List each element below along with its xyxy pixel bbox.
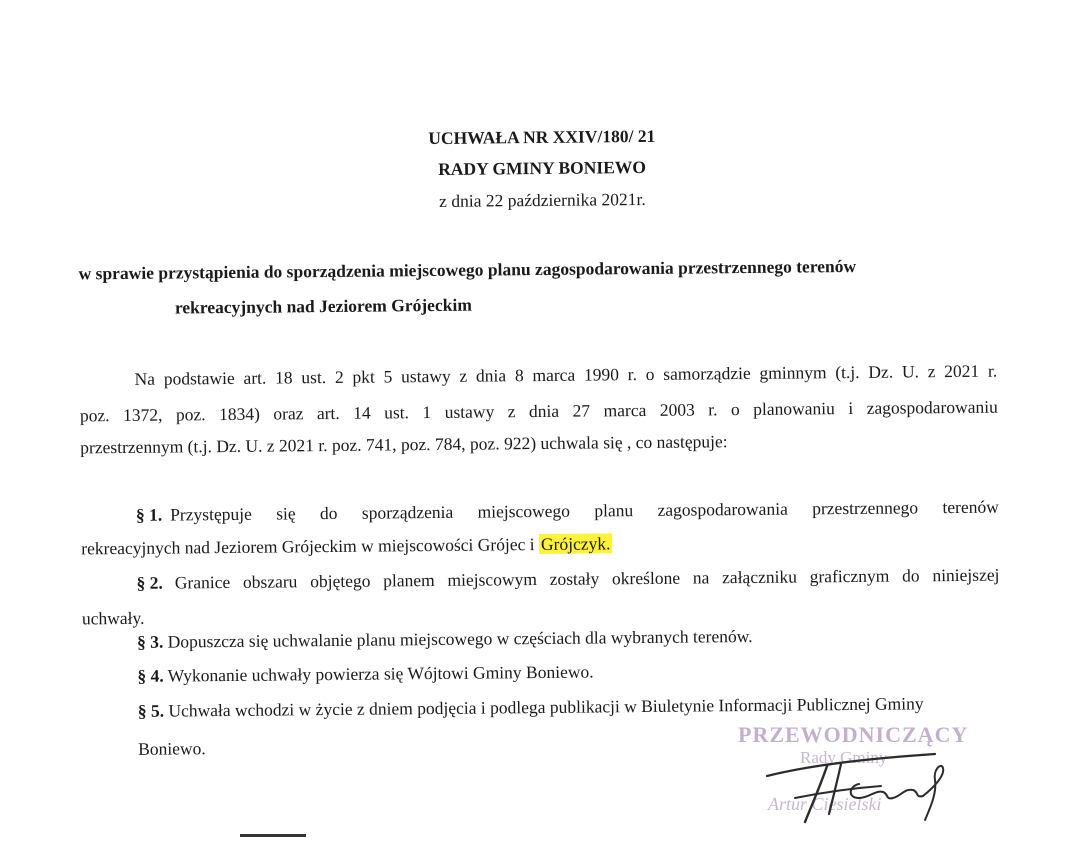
preamble-line-1-word: 5	[383, 366, 393, 387]
preamble-line-2-word: poz.	[175, 404, 206, 425]
preamble-line-2-word: 1372,	[122, 404, 163, 426]
preamble-line-3: przestrzennym (t.j. Dz. U. z 2021 r. poz. 741, poz. 784, poz. 922) uchwala się , co następuje:	[80, 431, 728, 458]
paragraph-2-text	[175, 564, 1000, 594]
paragraph-2-number: § 2.	[136, 572, 163, 593]
paragraph-1-word: sporządzenia	[361, 501, 454, 523]
paragraph-2-word: Granice	[174, 571, 231, 593]
stamp-subtitle: Rady Gminy	[800, 748, 888, 767]
preamble-line-2-word: o	[730, 399, 740, 420]
paragraph-1-line-2	[81, 532, 612, 559]
preamble-line-2-word: r.	[708, 399, 718, 420]
paragraph-1-word: Przystępuje	[170, 503, 252, 525]
preamble-line-1	[134, 360, 997, 390]
preamble-line-2-word: art.	[316, 402, 340, 424]
preamble-line-1-word: 8	[514, 365, 524, 386]
paragraph-2-word: miejscowym	[447, 569, 537, 590]
paragraph-4-text: Wykonanie uchwały powierza się Wójtowi Gminy Boniewo.	[167, 661, 594, 686]
paragraph-1-word: do	[319, 502, 338, 524]
paragraph-2-word: planem	[383, 570, 435, 591]
preamble-line-2-word: i	[848, 397, 854, 419]
preamble-line-2-word: marca	[603, 399, 647, 421]
preamble-line-1-word: Na	[134, 368, 156, 389]
paragraph-3-text: Dopuszcza się uchwalanie planu miejscowego w częściach dla wybranych terenów.	[167, 625, 753, 652]
paragraph-5-line-2: Boniewo.	[138, 738, 206, 759]
preamble-line-1-word: r.	[627, 364, 638, 385]
paragraph-1-line-1	[136, 496, 999, 526]
highlighted-word: Grójczyk.	[540, 533, 611, 554]
preamble-line-1-word: pkt	[352, 366, 375, 387]
paragraph-2-word: niniejszej	[932, 564, 1000, 586]
preamble-line-1-word: 18	[274, 367, 293, 388]
paragraph-1-word: przestrzennego	[812, 497, 919, 519]
preamble-line-1-word: r.	[987, 360, 998, 381]
paragraph-1-number: § 1.	[135, 504, 163, 525]
paragraph-1-word: terenów	[942, 496, 999, 518]
paragraph-5-number: § 5.	[137, 700, 165, 721]
paragraph-1-word: się	[276, 503, 296, 524]
preamble-line-2-word: oraz	[273, 403, 304, 424]
paragraph-3	[137, 625, 753, 653]
paragraph-3-number: § 3.	[137, 631, 164, 652]
paragraph-1-text-2: rekreacyjnych nad Jeziorem Grójeckim w miejscowości Grójec i	[81, 534, 535, 559]
preamble-line-2	[80, 396, 998, 427]
paragraph-1-word: planu	[594, 500, 634, 521]
preamble-line-1-word: 2021	[944, 360, 980, 382]
paragraph-2-word: do	[902, 565, 920, 586]
stamp-title: PRZEWODNICZĄCY	[738, 722, 969, 747]
preamble-line-1-word: podstawie	[163, 367, 235, 389]
preamble-line-2-word: zagospodarowaniu	[866, 396, 998, 418]
paragraph-5	[138, 692, 924, 722]
preamble-line-2-word: 2003	[659, 399, 695, 420]
paragraph-2-word: objętego	[310, 570, 371, 592]
preamble-line-1-word: marca	[532, 364, 576, 386]
resolution-date: z dnia 22 października 2021r.	[439, 188, 646, 211]
stamp-name: Artur Ciesielski	[768, 794, 882, 814]
paragraph-5-text: Uchwała wchodzi w życie z dniem podjęcia i podlega publikacji w Biuletynie Informacji Publicznej Gminy	[168, 693, 924, 721]
preamble-line-1-word: z	[927, 361, 936, 382]
paragraph-2-line-2: uchwały.	[81, 607, 145, 629]
preamble-line-1-word: U.	[901, 361, 920, 382]
preamble-line-2-word: planowaniu	[753, 398, 835, 419]
paragraph-2-word: graficznym	[809, 565, 890, 587]
preamble-line-1-word: samorządzie	[663, 362, 751, 384]
preamble-line-1-word: 1990	[583, 364, 620, 385]
preamble-line-1-word: o	[645, 363, 655, 384]
subject-line-2: rekreacyjnych nad Jeziorem Grójeckim	[174, 294, 472, 318]
preamble-line-1-word: gminnym	[759, 362, 827, 383]
paragraph-1-text	[170, 496, 999, 526]
preamble-line-2-word: ustawy	[444, 401, 495, 422]
paragraph-2-word: załączniku	[722, 566, 798, 588]
preamble-line-2-word: poz.	[79, 405, 110, 426]
handwritten-signature	[755, 740, 955, 830]
paragraph-1-word: zagospodarowania	[657, 498, 788, 520]
preamble-line-1-word: Dz.	[868, 361, 894, 382]
paragraph-4	[137, 660, 593, 686]
preamble-line-1-word: 2	[334, 366, 344, 387]
preamble-line-1-word: art.	[243, 367, 267, 388]
paragraph-2-word: na	[692, 567, 710, 588]
preamble-line-2-word: 27	[572, 400, 591, 421]
preamble-line-1-word: dnia	[475, 365, 507, 386]
paragraph-4-number: § 4.	[137, 665, 164, 686]
preamble-line-2-word: 1	[422, 402, 432, 423]
preamble-line-2-word: z	[507, 401, 516, 422]
preamble-line-2-word: 1834)	[218, 403, 260, 425]
preamble-line-1-word: (t.j.	[835, 361, 860, 383]
preamble-line-1-word: z	[459, 365, 468, 386]
paragraph-2-line-1	[136, 564, 999, 594]
resolution-issuer: RADY GMINY BONIEWO	[438, 156, 647, 179]
preamble-line-1-word: ustawy	[401, 365, 451, 387]
preamble-line-2-word: 14	[353, 402, 371, 423]
resolution-title: UCHWAŁA NR XXIV/180/ 21	[428, 125, 656, 149]
paragraph-2-word: zostały	[549, 568, 600, 589]
paragraph-2-word: obszaru	[242, 571, 298, 592]
page-edge-mark	[240, 834, 306, 837]
preamble-line-2-word: dnia	[528, 400, 560, 422]
subject-line-1: w sprawie przystąpienia do sporządzenia miejscowego planu zagospodarowania przestrzennego terenów	[78, 255, 857, 284]
paragraph-2-word: określone	[611, 567, 681, 589]
paragraph-1-word: miejscowego	[477, 500, 571, 522]
preamble-line-1-word: ust.	[301, 367, 327, 388]
preamble-line-2-word: ust.	[384, 402, 410, 423]
